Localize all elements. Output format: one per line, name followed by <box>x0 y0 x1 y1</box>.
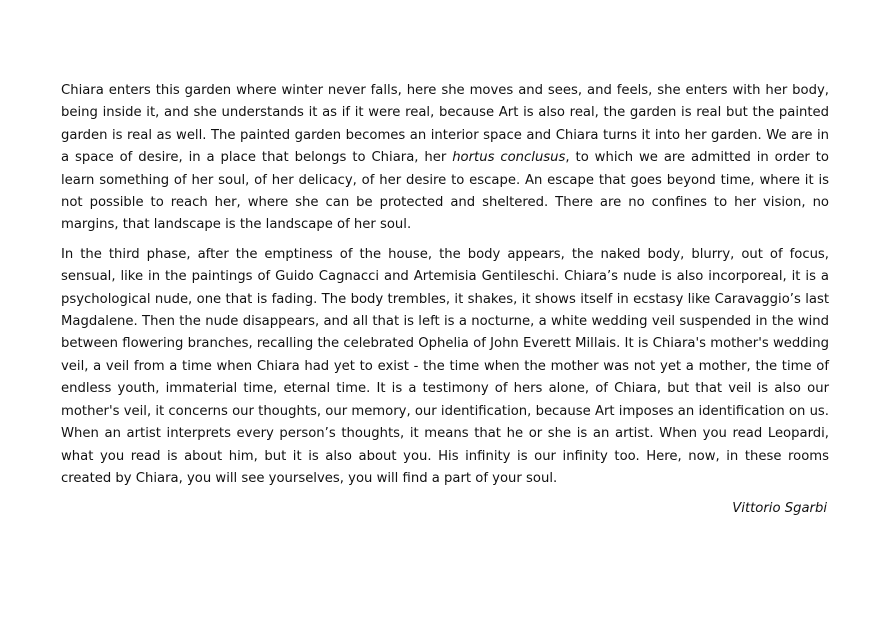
paragraph-1 <box>61 80 829 237</box>
author-signature: Vittorio Sgarbi <box>732 501 827 517</box>
paragraph-1-text-end: , to which we are admitted in order to learn something of her soul, of her delicacy, of her desire to escape. An escape that goes beyond time, where it is not possible to reach her, where she can be protected and sheltered. There are no confines to her vision, no margins, that landscape is the landscape of her soul. <box>61 150 829 233</box>
italic-phrase: hortus conclusus <box>452 150 566 166</box>
paragraph-1-text-start: Chiara enters this garden where winter never falls, here she moves and sees, and feels, she enters with her body, being inside it, and she understands it as if it were real, because Art is also real, the garden is real but the painted garden is real as well. The painted garden becomes an interior space and Chiara turns it into her garden. We are in a space of desire, in a place that belongs to Chiara, her <box>61 83 829 166</box>
paragraph-2: In the third phase, after the emptiness of the house, the body appears, the naked body, blurry, out of focus, sensual, like in the paintings of Guido Cagnacci and Artemisia Gentileschi. Chiara’s nude is also incorporeal, it is a psychological nude, one that is fading. The body trembles, it shakes, it shows itself in ecstasy like Caravaggio’s last Magdalene. Then the nude disappears, and all that is left is a nocturne, a white wedding veil suspended in the wind between flowering branches, recalling the celebrated Ophelia of John Everett Millais. It is Chiara's mother's wedding veil, a veil from a time when Chiara had yet to exist - the time when the mother was not yet a mother, the time of endless youth, immaterial time, eternal time. It is a testimony of hers alone, of Chiara, but that veil is also our mother's veil, it concerns our thoughts, our memory, our identification, because Art imposes an identification on us. When an artist interprets every person’s thoughts, it means that he or she is an artist. When you read Leopardi, what you read is about him, but it is also about you. His infinity is our infinity too. Here, now, in these rooms created by Chiara, you will see yourselves, you will find a part of your soul. <box>61 246 829 486</box>
document-body <box>61 80 829 521</box>
